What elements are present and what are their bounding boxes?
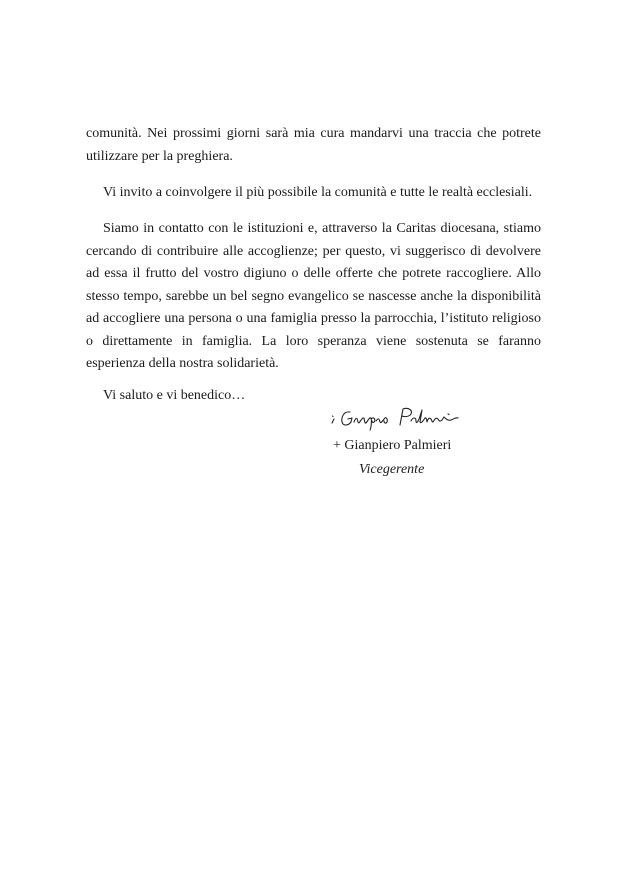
paragraph-caritas: Siamo in contatto con le istituzioni e, attraverso la Caritas diocesana, stiamo cercando di contribuire alle accoglienze; per questo, vi suggerisco di devolvere ad essa il frutto del vostro digiuno o delle offerte che potrete raccogliere. Allo stesso tempo, sarebbe un bel segno evangelico se nascesse anche la disponibilità ad accogliere una persona o una famiglia presso la parrocchia, l’istituto religioso o direttamente in famiglia. La loro speranza viene sostenuta se faranno esperienza della nostra solidarietà. (86, 221, 541, 371)
handwritten-signature (328, 403, 488, 433)
paragraph-invitation: Vi invito a coinvolgere il più possibile la comunità e tutte le realtà ecclesiali. (103, 185, 533, 200)
paragraph-closing: Vi saluto e vi benedico… (103, 388, 246, 403)
signer-name: + Gianpiero Palmieri (333, 438, 452, 453)
signer-title: Vicegerente (359, 462, 425, 477)
paragraph-continuation: comunità. Nei prossimi giorni sarà mia cura mandarvi una traccia che potrete utilizzare per la preghiera. (86, 126, 541, 164)
